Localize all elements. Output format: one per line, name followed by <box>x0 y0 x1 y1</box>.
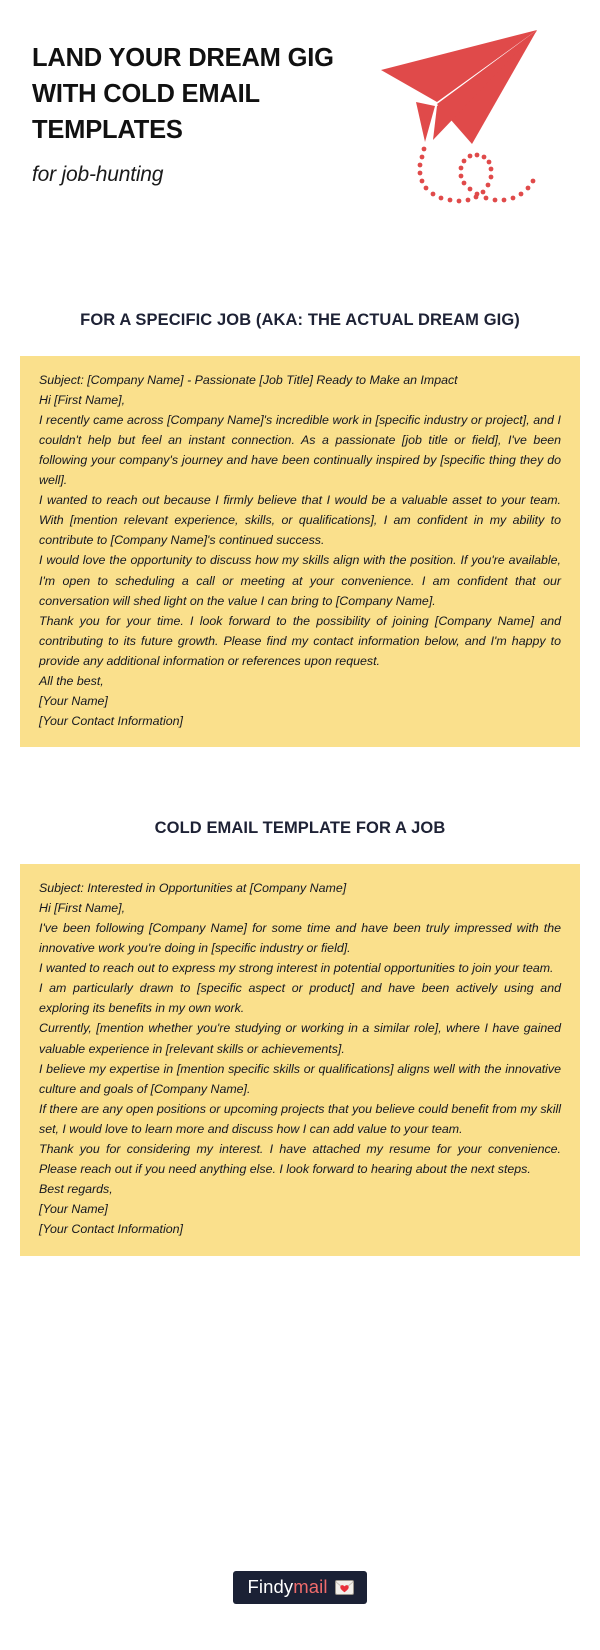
paper-plane-icon <box>377 22 592 212</box>
template-line: [Your Contact Information] <box>39 1222 183 1237</box>
template-line: I believe my expertise in [mention specific skills or qualifications] aligns well with the innovative culture and goals of [Company Name]. <box>39 1061 561 1096</box>
template-line: [Your Name] <box>39 1202 108 1217</box>
template-line: If there are any open positions or upcoming projects that you believe could benefit from my skill set, I would love to learn more and discuss how I can add value to your team. <box>39 1101 561 1136</box>
brand-name-part-1: Findy <box>247 1575 294 1597</box>
template-line: Thank you for your time. I look forward to the possibility of joining [Company Name] and contributing to its future growth. Please find my contact information below, and I'm happy to provide any additional information or references upon request. <box>39 613 561 668</box>
template-line: All the best, <box>39 673 104 688</box>
email-template-box[interactable] <box>20 864 580 1256</box>
page-title: LAND YOUR DREAM GIG WITH COLD EMAIL TEMPLATES <box>32 44 334 145</box>
template-line: [Your Name] <box>39 694 108 709</box>
template-line: Hi [First Name], <box>39 392 126 407</box>
template-line: [Your Contact Information] <box>39 714 183 729</box>
email-template-box[interactable] <box>20 356 580 748</box>
page-subtitle: for job-hunting <box>32 163 164 186</box>
template-line: I've been following [Company Name] for some time and have been truly impressed with the innovative work you're doing in [specific industry or field]. <box>39 921 561 956</box>
footer <box>0 1525 600 1650</box>
findymail-logo[interactable] <box>233 1571 366 1605</box>
section-title: FOR A SPECIFIC JOB (AKA: THE ACTUAL DREAM GIG) <box>80 311 520 329</box>
template-line: Best regards, <box>39 1182 113 1197</box>
template-line: I recently came across [Company Name]'s incredible work in [specific industry or project], and I couldn't help but feel an instant connection. As a passionate [job title or field], I've been following your company's journey and have been continually inspired by [specific thing they do well]. <box>39 412 561 488</box>
love-letter-icon <box>335 1580 354 1595</box>
template-line: I wanted to reach out to express my strong interest in potential opportunities to join your team. <box>39 961 554 976</box>
brand-name-part-2: mail <box>293 1575 328 1597</box>
template-line: Currently, [mention whether you're studying or working in a similar role], where I have gained valuable experience in [relevant skills or achievements]. <box>39 1021 561 1056</box>
template-line: I am particularly drawn to [specific aspect or product] and have been actively using and exploring its benefits in my own work. <box>39 981 561 1016</box>
template-line: I would love the opportunity to discuss how my skills align with the position. If you're available, I'm open to scheduling a call or meeting at your convenience. I am confident that our conversation will shed light on the value I can bring to [Company Name]. <box>39 553 561 608</box>
template-line: Thank you for considering my interest. I have attached my resume for your convenience. Please reach out if you need anything else. I look forward to hearing about the next steps. <box>39 1142 561 1177</box>
template-line: Hi [First Name], <box>39 900 126 915</box>
template-line: I wanted to reach out because I firmly believe that I would be a valuable asset to your team. With [mention relevant experience, skills, or qualifications], I am confident in my ability to contribute to [Company Name]'s continued success. <box>39 493 561 548</box>
template-line: Subject: [Company Name] - Passionate [Job Title] Ready to Make an Impact <box>39 372 458 387</box>
section-title: COLD EMAIL TEMPLATE FOR A JOB <box>154 819 446 838</box>
template-section-specific-job <box>0 215 600 747</box>
template-line: Subject: Interested in Opportunities at [Company Name] <box>39 880 347 895</box>
header-banner <box>0 0 600 215</box>
template-section-general-job <box>0 747 600 1255</box>
